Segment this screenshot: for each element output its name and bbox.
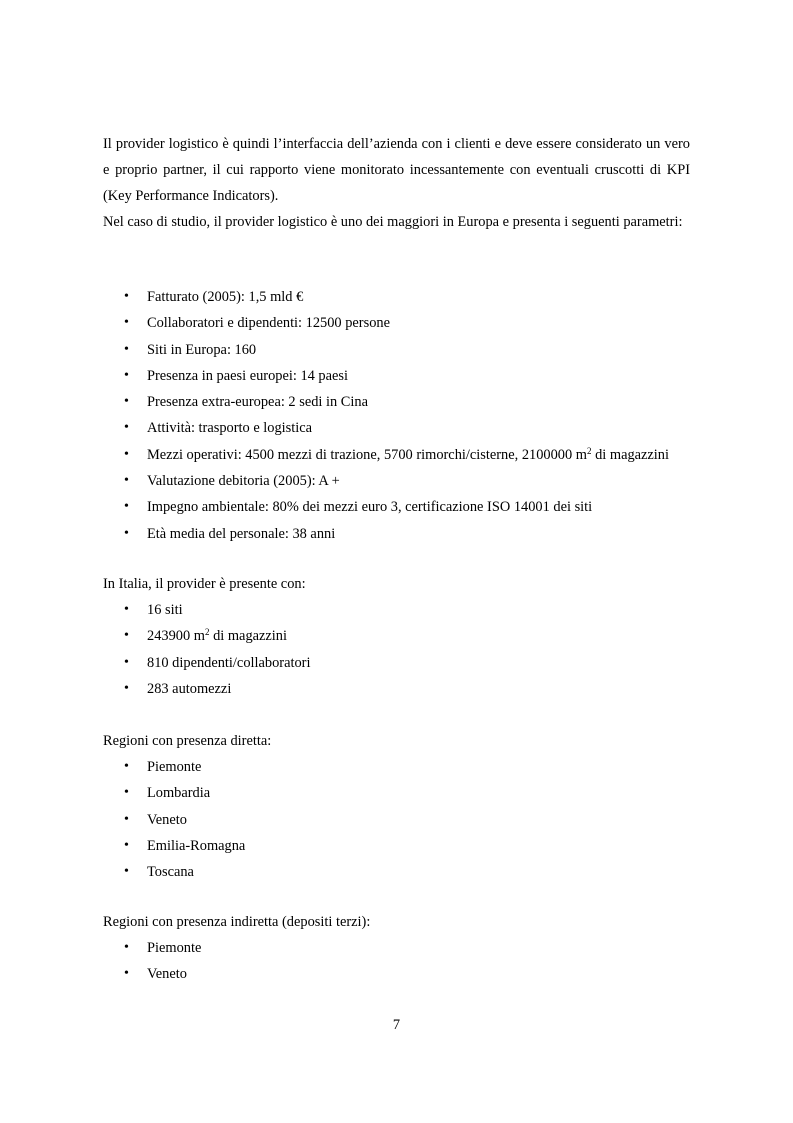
- list-item: • Presenza in paesi europei: 14 paesi: [103, 363, 690, 389]
- bullet-icon: •: [124, 446, 129, 462]
- list-item: • Mezzi operativi: 4500 mezzi di trazione, 5700 rimorchi/cisterne, 2100000 $m^2$ di magazzini: [103, 442, 690, 468]
- bullet-icon: •: [124, 525, 129, 541]
- list-item: • 243900 $m^2$ di magazzini: [103, 623, 690, 649]
- list-item: • Piemonte: [103, 935, 690, 961]
- italy-heading: In Italia, il provider è presente con:: [103, 576, 306, 592]
- list-item: • Toscana: [103, 859, 690, 885]
- list-item: • Collaboratori e dipendenti: 12500 persone: [103, 310, 690, 336]
- indirect-presence-heading: Regioni con presenza indiretta (depositi terzi):: [103, 914, 371, 930]
- list-item: • Attività: trasporto e logistica: [103, 415, 690, 441]
- italy-list: [103, 597, 690, 702]
- intro-paragraph-1: Il provider logistico è quindi l’interfaccia dell’azienda con i clienti e deve essere considerato un vero e proprio partner, il cui rapporto viene monitorato incessantemente con eventuali cruscotti di KPI (Key Performance Indicators).: [103, 136, 690, 204]
- bullet-icon: •: [124, 289, 129, 304]
- list-item: • Presenza extra-europea: 2 sedi in Cina: [103, 389, 690, 415]
- parameters-section: [103, 284, 690, 547]
- list-item: • Siti in Europa: 160: [103, 337, 690, 363]
- list-item: • Emilia-Romagna: [103, 833, 690, 859]
- bullet-icon: •: [124, 654, 129, 670]
- bullet-icon: •: [124, 499, 129, 515]
- bullet-icon: •: [124, 473, 129, 489]
- indirect-presence-section: [103, 909, 690, 988]
- bullet-icon: •: [124, 940, 129, 955]
- direct-presence-heading: Regioni con presenza diretta:: [103, 733, 272, 749]
- list-item: • Lombardia: [103, 780, 690, 806]
- bullet-icon: •: [124, 837, 129, 853]
- bullet-icon: •: [124, 420, 129, 436]
- bullet-icon: •: [124, 680, 129, 696]
- direct-presence-section: [103, 728, 690, 885]
- list-item: • Veneto: [103, 961, 690, 987]
- italy-section: [103, 571, 690, 702]
- bullet-icon: •: [124, 394, 129, 410]
- indirect-presence-list: [103, 935, 690, 988]
- direct-presence-list: [103, 754, 690, 885]
- bullet-icon: •: [124, 602, 129, 617]
- list-item: • Valutazione debitoria (2005): A +: [103, 468, 690, 494]
- bullet-icon: •: [124, 811, 129, 827]
- list-item: • 16 siti: [103, 597, 690, 623]
- bullet-icon: •: [124, 966, 129, 982]
- parameters-list: [103, 284, 690, 547]
- bullet-icon: •: [124, 864, 129, 880]
- bullet-icon: •: [124, 759, 129, 774]
- bullet-icon: •: [124, 785, 129, 801]
- list-item: • 283 automezzi: [103, 676, 690, 702]
- list-item: • 810 dipendenti/collaboratori: [103, 650, 690, 676]
- list-item: • Veneto: [103, 807, 690, 833]
- list-item: • Età media del personale: 38 anni: [103, 521, 690, 547]
- bullet-icon: •: [124, 341, 129, 357]
- bullet-icon: •: [124, 628, 129, 644]
- page-number: 7: [392, 1017, 401, 1033]
- list-item: • Impegno ambientale: 80% dei mezzi euro 3, certificazione ISO 14001 dei siti: [103, 494, 690, 520]
- bullet-icon: •: [124, 367, 129, 383]
- list-item: • Piemonte: [103, 754, 690, 780]
- intro-paragraph-2: Nel caso di studio, il provider logistico è uno dei maggiori in Europa e presenta i seguenti parametri:: [103, 214, 683, 230]
- bullet-icon: •: [124, 315, 129, 331]
- intro-section: [103, 131, 690, 235]
- list-item: • Fatturato (2005): 1,5 mld €: [103, 284, 690, 310]
